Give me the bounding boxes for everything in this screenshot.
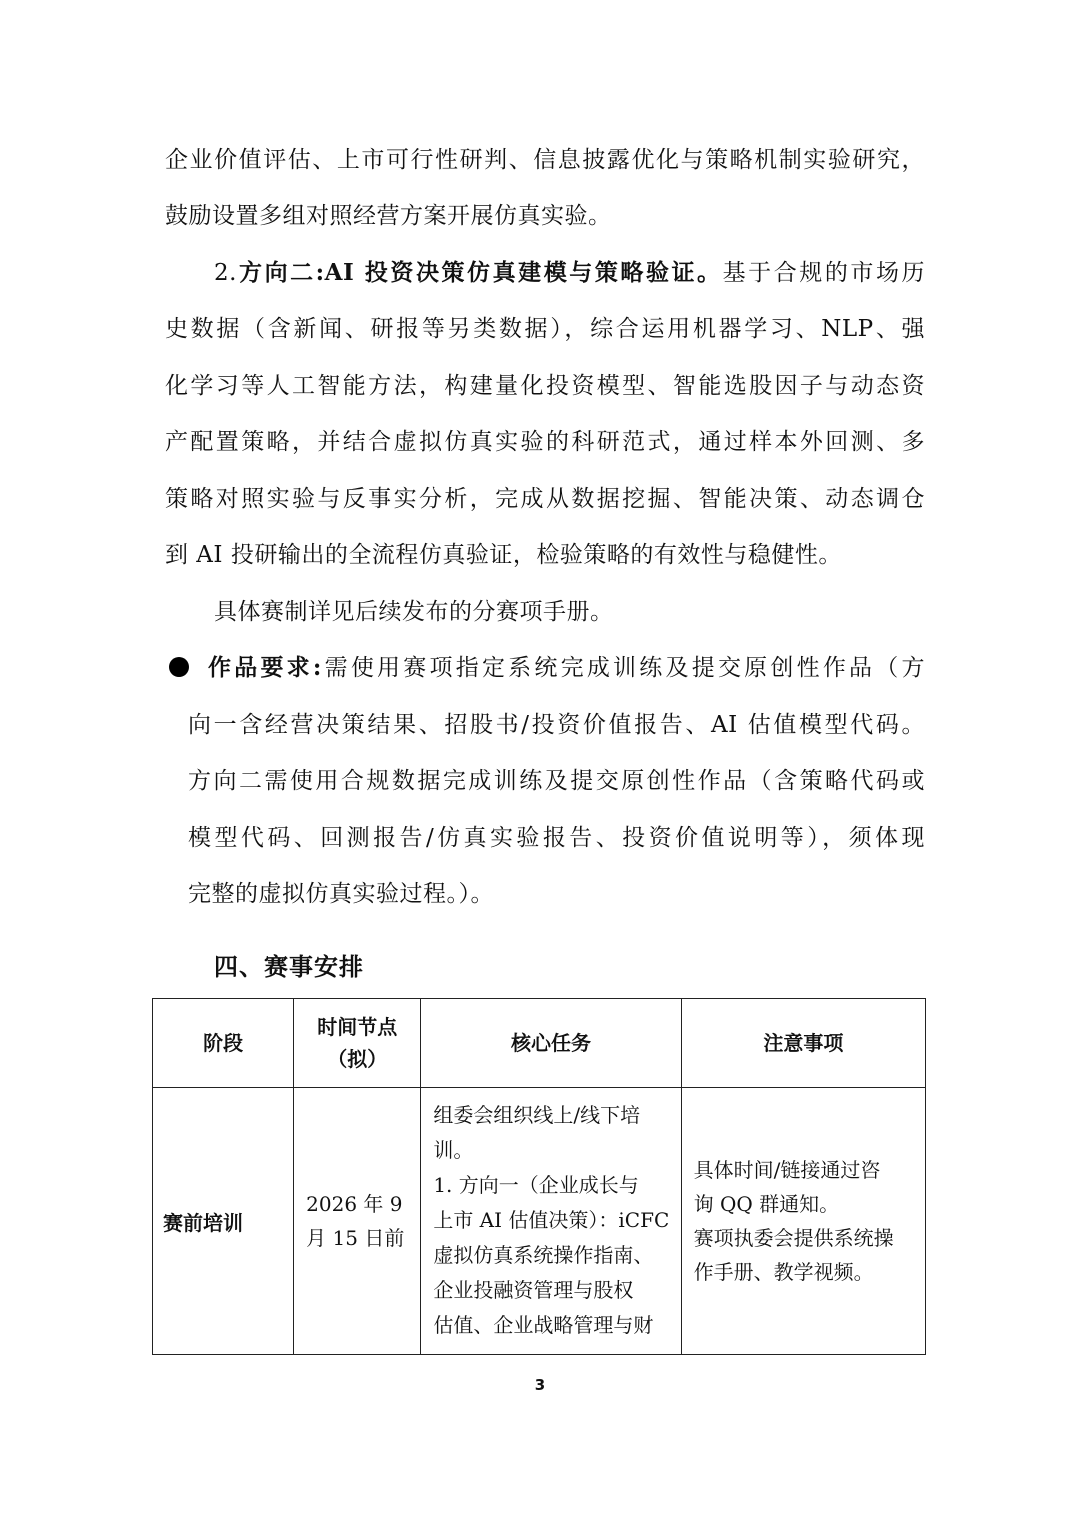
direction2-first-rest: 基于合规的市场历	[722, 260, 925, 286]
intro-line-1: 企业价值评估、上市可行性研判、信息披露优化与策略机制实验研究，	[165, 147, 925, 173]
direction2-line-3: 产配置策略，并结合虚拟仿真实验的科研范式，通过样本外回测、多	[165, 429, 925, 455]
direction2-line-5: 到 AI 投研输出的全流程仿真验证，检验策略的有效性与稳健性。	[165, 542, 842, 568]
cell-time: 2026 年 9 月 15 日前	[294, 1088, 421, 1355]
cell-task: 组委会组织线上/线下培 训。 1. 方向一（企业成长与 上市 AI 估值决策）：iCFC 虚拟仿真系统操作指南、 企业投融资管理与股权 估值、企业战略管理与财	[421, 1088, 681, 1355]
section-title: 四、赛事安排	[214, 952, 364, 981]
header-stage: 阶段	[153, 999, 294, 1088]
works-label: 作品要求:	[208, 654, 322, 681]
direction2-line-4: 策略对照实验与反事实分析，完成从数据挖掘、智能决策、动态调仓	[165, 486, 925, 512]
header-time: 时间节点 （拟）	[294, 999, 421, 1088]
cell-stage: 赛前培训	[153, 1088, 294, 1355]
direction2-heading-line	[214, 258, 925, 288]
header-task: 核心任务	[421, 999, 681, 1088]
table-row	[153, 1088, 926, 1355]
direction2-line-1: 史数据（含新闻、研报等另类数据），综合运用机器学习、NLP、强	[165, 316, 925, 342]
cell-note: 具体时间/链接通过咨 询 QQ 群通知。 赛项执委会提供系统操 作手册、教学视频。	[681, 1088, 925, 1355]
bullet-icon	[169, 657, 189, 677]
works-first-rest: 需使用赛项指定系统完成训练及提交原创性作品（方	[321, 655, 926, 681]
works-line-3: 模型代码、回测报告/仿真实验报告、投资价值说明等），须体现	[188, 825, 925, 851]
works-line-4: 完整的虚拟仿真实验过程。）。	[188, 881, 494, 907]
table-header-row	[153, 999, 926, 1088]
works-heading-line	[208, 653, 925, 683]
schedule-table	[152, 998, 926, 1355]
direction2-prefix: 2.	[214, 260, 237, 286]
page-number: 3	[534, 1376, 546, 1394]
direction2-title: 方向二:AI 投资决策仿真建模与策略验证。	[236, 259, 723, 286]
direction2-line-2: 化学习等人工智能方法，构建量化投资模型、智能选股因子与动态资	[165, 373, 925, 399]
details-note: 具体赛制详见后续发布的分赛项手册。	[214, 599, 614, 625]
works-line-1: 向一含经营决策结果、招股书/投资价值报告、AI 估值模型代码。	[188, 712, 925, 738]
works-line-2: 方向二需使用合规数据完成训练及提交原创性作品（含策略代码或	[188, 768, 925, 794]
intro-line-2: 鼓励设置多组对照经营方案开展仿真实验。	[165, 203, 612, 229]
header-note: 注意事项	[681, 999, 925, 1088]
